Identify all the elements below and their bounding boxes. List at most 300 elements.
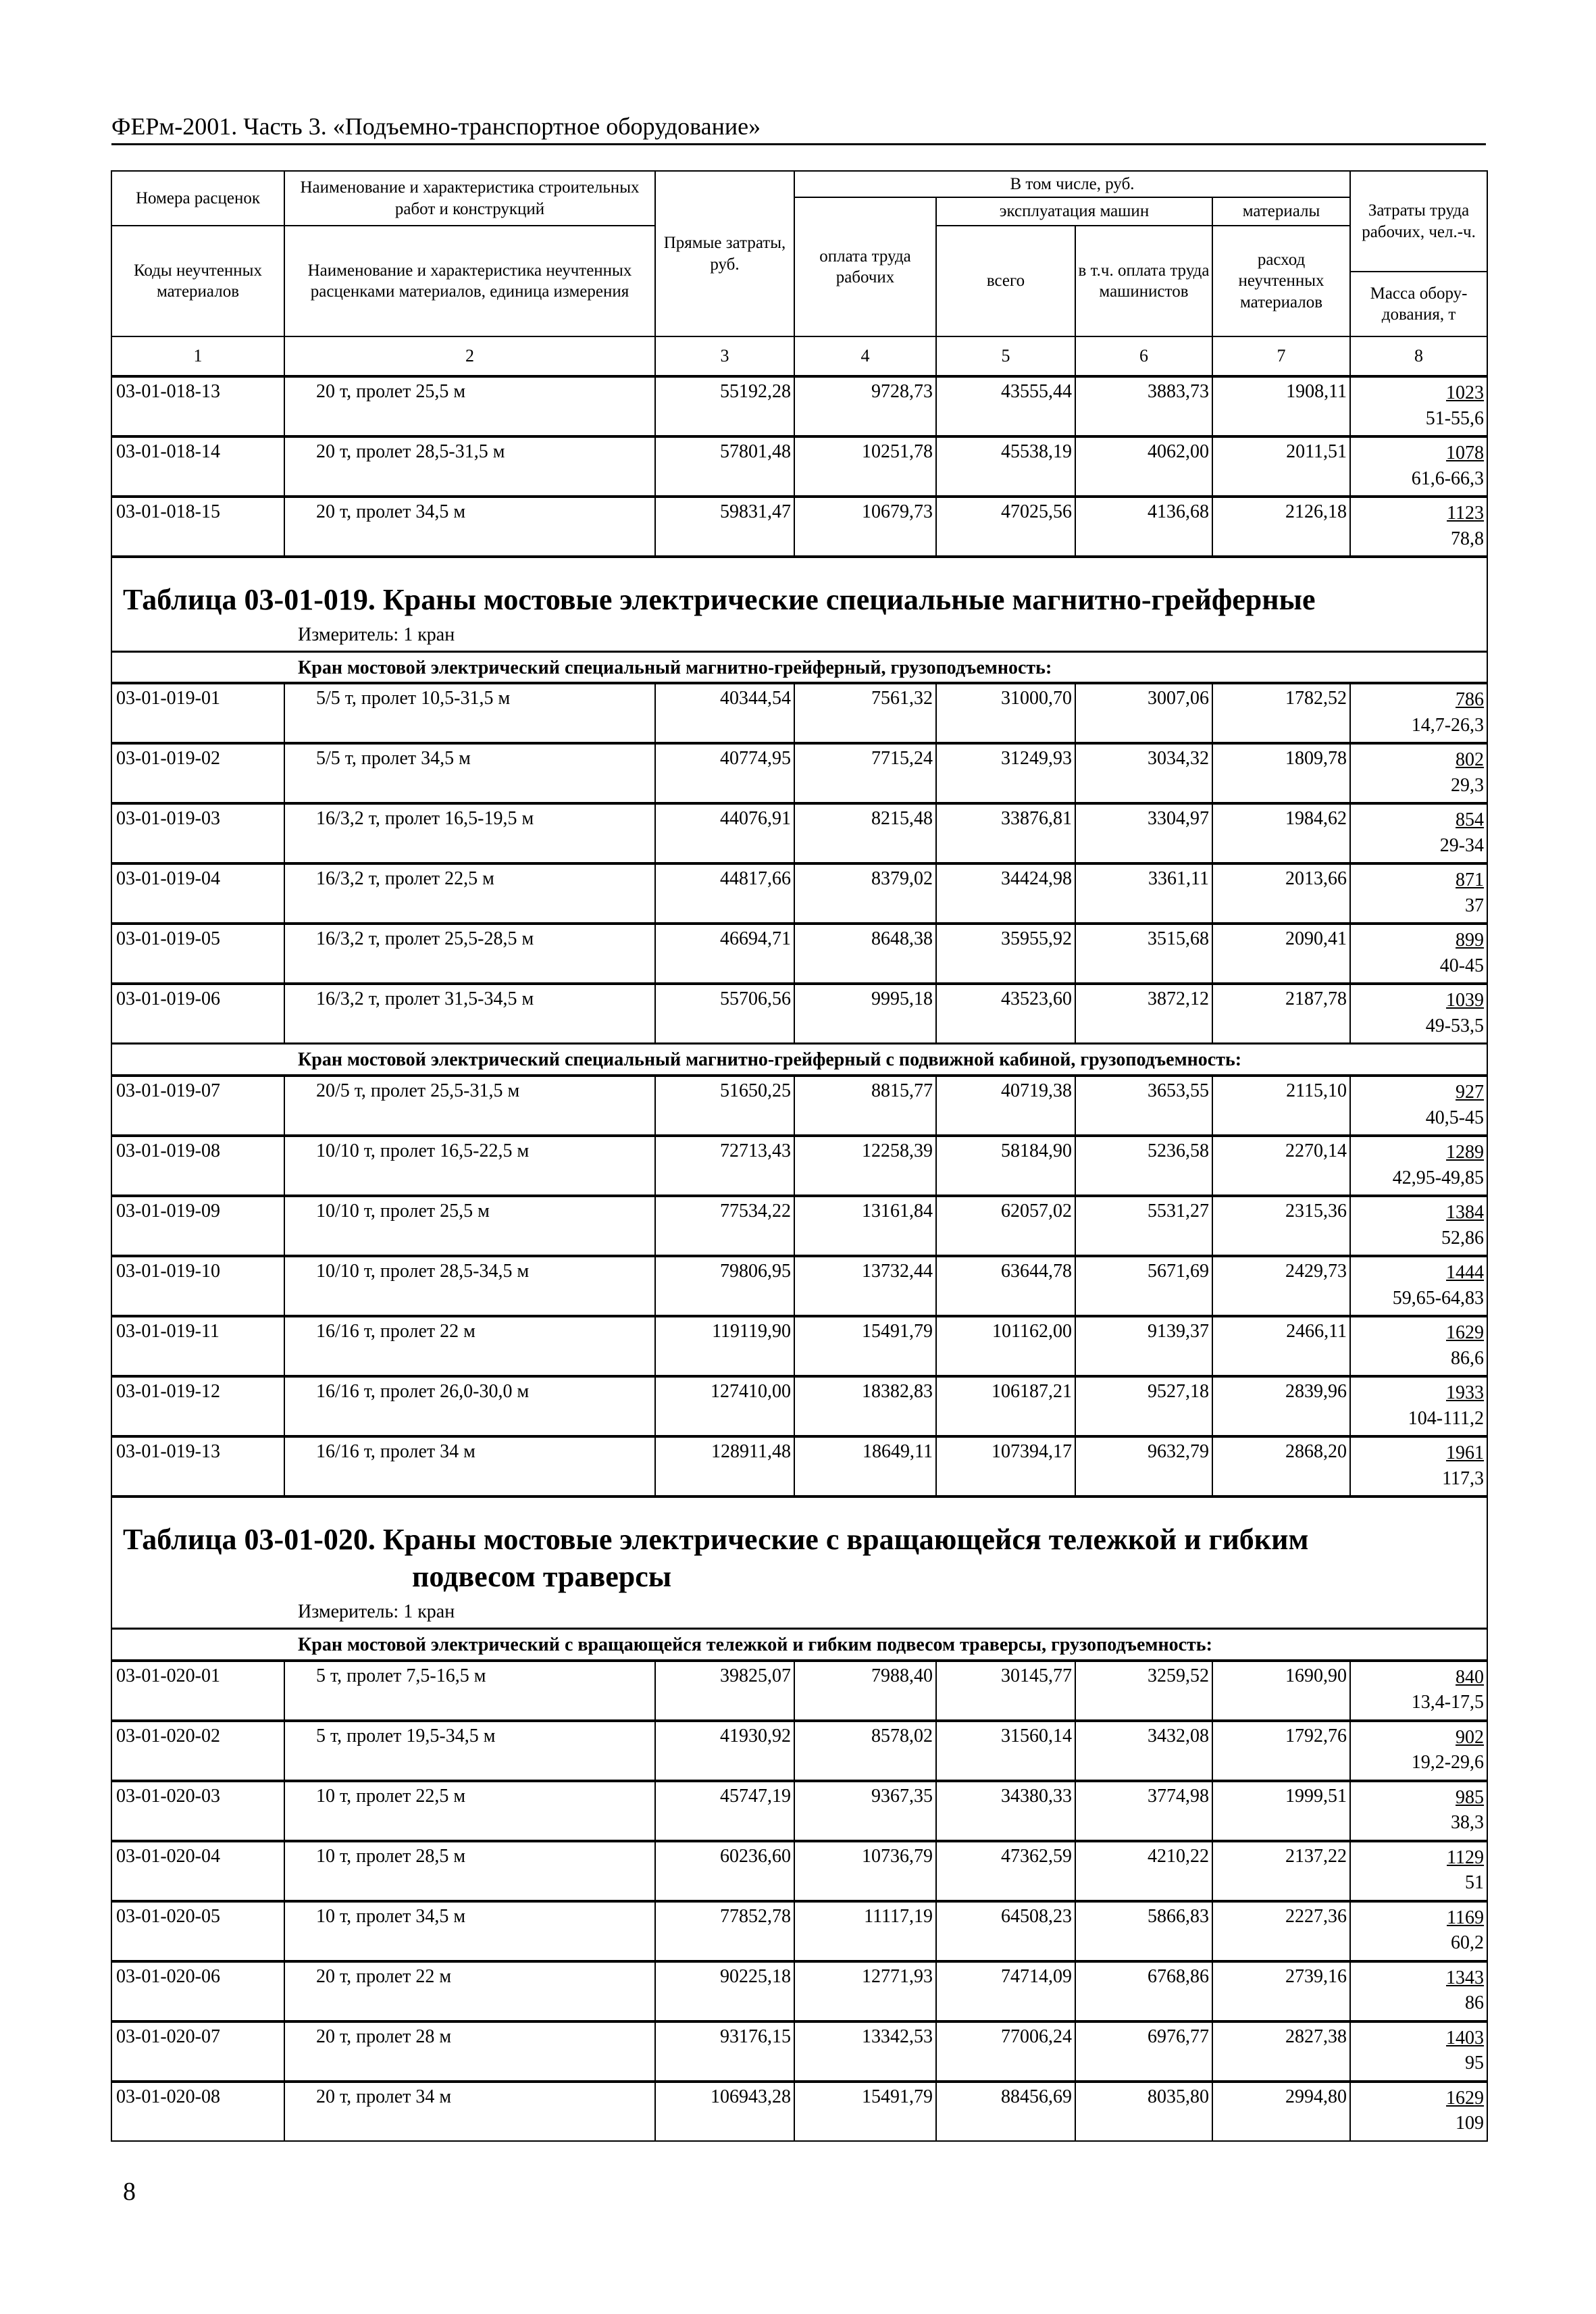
- materials-cost: 1792,76: [1212, 1721, 1350, 1781]
- direct-cost: 60236,60: [655, 1841, 794, 1901]
- table-row: [111, 1376, 1487, 1436]
- rate-code: 03-01-019-02: [111, 743, 284, 803]
- labor-hours: 1123: [1447, 503, 1485, 524]
- direct-cost: 40344,54: [655, 683, 794, 743]
- labor-hours: 786: [1456, 689, 1485, 711]
- labor-hours: 1129: [1447, 1846, 1485, 1868]
- materials-cost: 1809,78: [1212, 743, 1350, 803]
- labor-hours: 1961: [1446, 1442, 1485, 1464]
- table-row: [111, 1136, 1487, 1196]
- rate-code: 03-01-019-01: [111, 683, 284, 743]
- column-number: 2: [284, 336, 655, 376]
- machine-cost-total: 33876,81: [936, 803, 1075, 863]
- machine-cost-total: 64508,23: [936, 1901, 1075, 1961]
- table-row: [111, 1076, 1487, 1136]
- labor-hours: 1023: [1446, 382, 1485, 403]
- worker-wages: 13732,44: [794, 1256, 936, 1316]
- worker-wages: 8215,48: [794, 803, 936, 863]
- operator-wages: 6768,86: [1075, 1961, 1212, 2021]
- direct-cost: 72713,43: [655, 1136, 794, 1196]
- labor-hours: 927: [1456, 1082, 1485, 1103]
- table-row: [111, 1661, 1487, 1721]
- table-row: [111, 683, 1487, 743]
- table-row: [111, 924, 1487, 984]
- labor-hours: 1078: [1446, 443, 1485, 463]
- equipment-mass: 29-34: [1439, 835, 1485, 857]
- machine-cost-total: 31249,93: [936, 743, 1075, 803]
- rate-code: 03-01-019-13: [111, 1436, 284, 1496]
- worker-wages: 9995,18: [794, 984, 936, 1044]
- measure-unit: Измеритель: 1 кран: [298, 624, 455, 645]
- operator-wages: 8035,80: [1075, 2082, 1212, 2141]
- materials-cost: 1984,62: [1212, 803, 1350, 863]
- direct-cost: 93176,15: [655, 2021, 794, 2082]
- work-description: 10/10 т, пролет 25,5 м: [284, 1196, 655, 1256]
- materials-cost: 1908,11: [1212, 376, 1350, 436]
- col2-header-top: Наименование и характеристика строительных работ и конструкций: [284, 171, 655, 226]
- work-description: 5 т, пролет 7,5-16,5 м: [284, 1661, 655, 1721]
- equipment-mass: 51: [1465, 1872, 1485, 1894]
- operator-wages: 4210,22: [1075, 1841, 1212, 1901]
- rate-code: 03-01-019-03: [111, 803, 284, 863]
- header-rule: [111, 143, 1486, 145]
- labor-and-mass: [1350, 1841, 1487, 1901]
- labor-hours: 1343: [1446, 1967, 1485, 1988]
- column-number: 1: [111, 336, 284, 376]
- subheading-row: [111, 1628, 1487, 1660]
- materials-cost: 1999,51: [1212, 1781, 1350, 1841]
- subheading: Кран мостовой электрический специальный магнитно-грейферный, грузоподъемность:: [111, 651, 1487, 683]
- table-row: [111, 984, 1487, 1044]
- machine-cost-total: 47025,56: [936, 497, 1075, 557]
- col1-header-top: Номера расценок: [111, 171, 284, 226]
- equipment-mass: 40-45: [1439, 955, 1485, 977]
- table-row: [111, 436, 1487, 497]
- machine-cost-total: 45538,19: [936, 436, 1075, 497]
- table-title-text: Таблица 03-01-019. Краны мостовые электрические специальные магнитно-грейферные: [123, 583, 1316, 616]
- equipment-mass: 49-53,5: [1425, 1015, 1485, 1037]
- rate-code: 03-01-020-05: [111, 1901, 284, 1961]
- column-numbers-row: [111, 336, 1487, 376]
- rate-code: 03-01-020-06: [111, 1961, 284, 2021]
- equipment-mass: 95: [1465, 2053, 1485, 2074]
- worker-wages: 7988,40: [794, 1661, 936, 1721]
- work-description: 5/5 т, пролет 34,5 м: [284, 743, 655, 803]
- materials-cost: 2466,11: [1212, 1316, 1350, 1376]
- labor-and-mass: [1350, 1781, 1487, 1841]
- operator-wages: 5866,83: [1075, 1901, 1212, 1961]
- machine-cost-total: 107394,17: [936, 1436, 1075, 1496]
- worker-wages: 10679,73: [794, 497, 936, 557]
- table-title-continuation: подвесом траверсы: [412, 1560, 672, 1594]
- materials-cost: 2126,18: [1212, 497, 1350, 557]
- direct-cost: 59831,47: [655, 497, 794, 557]
- operator-wages: 5531,27: [1075, 1196, 1212, 1256]
- materials-cost: 2994,80: [1212, 2082, 1350, 2141]
- equipment-mass: 40,5-45: [1425, 1107, 1485, 1128]
- labor-hours: 1933: [1446, 1382, 1485, 1404]
- table-row: [111, 1781, 1487, 1841]
- table-row: [111, 743, 1487, 803]
- direct-cost: 51650,25: [655, 1076, 794, 1136]
- equipment-mass: 37: [1465, 895, 1485, 917]
- machine-cost-total: 34380,33: [936, 1781, 1075, 1841]
- work-description: 5/5 т, пролет 10,5-31,5 м: [284, 683, 655, 743]
- table-row: [111, 1436, 1487, 1496]
- labor-and-mass: [1350, 497, 1487, 557]
- labor-and-mass: [1350, 2021, 1487, 2082]
- worker-wages: 9367,35: [794, 1781, 936, 1841]
- labor-hours: 985: [1456, 1786, 1485, 1808]
- work-description: 10 т, пролет 22,5 м: [284, 1781, 655, 1841]
- worker-wages: 15491,79: [794, 2082, 936, 2141]
- direct-cost: 44817,66: [655, 863, 794, 924]
- equipment-mass: 109: [1456, 2113, 1485, 2134]
- work-description: 20 т, пролет 34,5 м: [284, 497, 655, 557]
- direct-cost: 77852,78: [655, 1901, 794, 1961]
- worker-wages: 18649,11: [794, 1436, 936, 1496]
- machine-cost-total: 101162,00: [936, 1316, 1075, 1376]
- table-row: [111, 1316, 1487, 1376]
- labor-hours: 1444: [1446, 1262, 1485, 1284]
- operator-wages: 3361,11: [1075, 863, 1212, 924]
- machine-cost-total: 47362,59: [936, 1841, 1075, 1901]
- worker-wages: 7561,32: [794, 683, 936, 743]
- table-row: [111, 2021, 1487, 2082]
- rate-code: 03-01-019-05: [111, 924, 284, 984]
- operator-wages: 3883,73: [1075, 376, 1212, 436]
- table-title-text: Таблица 03-01-020. Краны мостовые электрические с вращающейся тележкой и гибким: [123, 1523, 1309, 1557]
- labor-hours: 871: [1456, 870, 1485, 891]
- labor-and-mass: [1350, 1436, 1487, 1496]
- operator-wages: 3774,98: [1075, 1781, 1212, 1841]
- worker-wages: 12258,39: [794, 1136, 936, 1196]
- column-number: 7: [1212, 336, 1350, 376]
- rate-code: 03-01-019-09: [111, 1196, 284, 1256]
- labor-and-mass: [1350, 924, 1487, 984]
- labor-and-mass: [1350, 1196, 1487, 1256]
- work-description: 20 т, пролет 34 м: [284, 2082, 655, 2141]
- labor-hours: 802: [1456, 749, 1485, 771]
- machine-cost-total: 34424,98: [936, 863, 1075, 924]
- machine-cost-total: 30145,77: [936, 1661, 1075, 1721]
- equipment-mass: 51-55,6: [1425, 407, 1485, 429]
- operator-wages: 4062,00: [1075, 436, 1212, 497]
- materials-header: материалы: [1212, 197, 1350, 226]
- materials-cost: 2839,96: [1212, 1376, 1350, 1436]
- equipment-mass: 38,3: [1451, 1812, 1485, 1834]
- labor-hours: 899: [1456, 930, 1485, 951]
- worker-wages: 13342,53: [794, 2021, 936, 2082]
- operator-wages: 3304,97: [1075, 803, 1212, 863]
- operator-wages: 3432,08: [1075, 1721, 1212, 1781]
- materials-cost: 2090,41: [1212, 924, 1350, 984]
- direct-cost: 127410,00: [655, 1376, 794, 1436]
- work-description: 16/3,2 т, пролет 22,5 м: [284, 863, 655, 924]
- machines-header: эксплуатация машин: [936, 197, 1212, 226]
- equipment-mass: 61,6-66,3: [1411, 468, 1485, 489]
- rate-code: 03-01-019-06: [111, 984, 284, 1044]
- machine-cost-total: 62057,02: [936, 1196, 1075, 1256]
- machine-cost-total: 77006,24: [936, 2021, 1075, 2082]
- direct-cost: 46694,71: [655, 924, 794, 984]
- equipment-mass: 13,4-17,5: [1411, 1692, 1485, 1713]
- labor-hours: 1403: [1446, 2027, 1485, 2048]
- operator-wages: 3653,55: [1075, 1076, 1212, 1136]
- worker-wages: 13161,84: [794, 1196, 936, 1256]
- col6-header: в т.ч. оплата труда машинистов: [1075, 226, 1212, 336]
- direct-cost: 119119,90: [655, 1316, 794, 1376]
- operator-wages: 9139,37: [1075, 1316, 1212, 1376]
- machine-cost-total: 63644,78: [936, 1256, 1075, 1316]
- subheading-row: [111, 651, 1487, 683]
- equipment-mass: 19,2-29,6: [1411, 1752, 1485, 1774]
- operator-wages: 3259,52: [1075, 1661, 1212, 1721]
- table-title-row: [111, 1496, 1487, 1628]
- operator-wages: 3034,32: [1075, 743, 1212, 803]
- equipment-mass: 59,65-64,83: [1392, 1287, 1485, 1309]
- work-description: 20/5 т, пролет 25,5-31,5 м: [284, 1076, 655, 1136]
- rate-code: 03-01-019-04: [111, 863, 284, 924]
- labor-and-mass: [1350, 1076, 1487, 1136]
- materials-cost: 2137,22: [1212, 1841, 1350, 1901]
- work-description: 20 т, пролет 22 м: [284, 1961, 655, 2021]
- including-header: В том числе, руб.: [794, 171, 1350, 197]
- materials-cost: 2868,20: [1212, 1436, 1350, 1496]
- machine-cost-total: 35955,92: [936, 924, 1075, 984]
- rate-code: 03-01-019-07: [111, 1076, 284, 1136]
- work-description: 16/3,2 т, пролет 16,5-19,5 м: [284, 803, 655, 863]
- labor-and-mass: [1350, 436, 1487, 497]
- equipment-mass: 60,2: [1451, 1932, 1485, 1954]
- work-description: 16/3,2 т, пролет 31,5-34,5 м: [284, 984, 655, 1044]
- machine-cost-total: 106187,21: [936, 1376, 1075, 1436]
- labor-and-mass: [1350, 1256, 1487, 1316]
- rate-code: 03-01-018-14: [111, 436, 284, 497]
- rate-code: 03-01-018-15: [111, 497, 284, 557]
- worker-wages: 11117,19: [794, 1901, 936, 1961]
- labor-and-mass: [1350, 1901, 1487, 1961]
- rate-code: 03-01-019-12: [111, 1376, 284, 1436]
- materials-cost: 2011,51: [1212, 436, 1350, 497]
- direct-cost: 128911,48: [655, 1436, 794, 1496]
- worker-wages: 8815,77: [794, 1076, 936, 1136]
- labor-and-mass: [1350, 1316, 1487, 1376]
- operator-wages: 5671,69: [1075, 1256, 1212, 1316]
- col7-header: расход неучтенных материалов: [1212, 226, 1350, 336]
- materials-cost: 2270,14: [1212, 1136, 1350, 1196]
- labor-and-mass: [1350, 376, 1487, 436]
- work-description: 16/16 т, пролет 22 м: [284, 1316, 655, 1376]
- col8-header-bottom: Масса обору-дования, т: [1350, 272, 1487, 336]
- materials-cost: 2315,36: [1212, 1196, 1350, 1256]
- equipment-mass: 86,6: [1451, 1347, 1485, 1369]
- subheading: Кран мостовой электрический с вращающейся тележкой и гибким подвесом траверсы, грузоподъемность:: [111, 1628, 1487, 1660]
- equipment-mass: 42,95-49,85: [1392, 1167, 1485, 1188]
- rate-code: 03-01-019-08: [111, 1136, 284, 1196]
- direct-cost: 39825,07: [655, 1661, 794, 1721]
- work-description: 10 т, пролет 28,5 м: [284, 1841, 655, 1901]
- direct-cost: 77534,22: [655, 1196, 794, 1256]
- direct-cost: 55706,56: [655, 984, 794, 1044]
- machine-cost-total: 43523,60: [936, 984, 1075, 1044]
- col5-header: всего: [936, 226, 1075, 336]
- labor-hours: 1629: [1446, 2087, 1485, 2109]
- equipment-mass: 104-111,2: [1408, 1407, 1485, 1429]
- machine-cost-total: 31000,70: [936, 683, 1075, 743]
- col1-header-bottom: Коды неучтенных материалов: [111, 226, 284, 336]
- labor-hours: 1039: [1446, 990, 1485, 1011]
- machine-cost-total: 40719,38: [936, 1076, 1075, 1136]
- machine-cost-total: 74714,09: [936, 1961, 1075, 2021]
- materials-cost: 1782,52: [1212, 683, 1350, 743]
- rate-code: 03-01-020-01: [111, 1661, 284, 1721]
- col8-header-top: Затраты труда рабочих, чел.-ч.: [1350, 171, 1487, 272]
- column-number: 6: [1075, 336, 1212, 376]
- table-row: [111, 1901, 1487, 1961]
- column-number: 4: [794, 336, 936, 376]
- labor-and-mass: [1350, 984, 1487, 1044]
- labor-hours: 902: [1456, 1726, 1485, 1748]
- worker-wages: 12771,93: [794, 1961, 936, 2021]
- materials-cost: 2227,36: [1212, 1901, 1350, 1961]
- operator-wages: 3515,68: [1075, 924, 1212, 984]
- rate-code: 03-01-020-03: [111, 1781, 284, 1841]
- equipment-mass: 14,7-26,3: [1411, 715, 1485, 736]
- labor-hours: 1629: [1446, 1322, 1485, 1344]
- rate-code: 03-01-020-07: [111, 2021, 284, 2082]
- operator-wages: 6976,77: [1075, 2021, 1212, 2082]
- machine-cost-total: 31560,14: [936, 1721, 1075, 1781]
- rate-code: 03-01-019-11: [111, 1316, 284, 1376]
- materials-cost: 1690,90: [1212, 1661, 1350, 1721]
- direct-cost: 45747,19: [655, 1781, 794, 1841]
- worker-wages: 10251,78: [794, 436, 936, 497]
- labor-hours: 1289: [1446, 1142, 1485, 1163]
- table-title: [112, 558, 1487, 618]
- direct-cost: 57801,48: [655, 436, 794, 497]
- materials-cost: 2827,38: [1212, 2021, 1350, 2082]
- work-description: 20 т, пролет 28,5-31,5 м: [284, 436, 655, 497]
- page-number: 8: [123, 2178, 136, 2206]
- machine-cost-total: 58184,90: [936, 1136, 1075, 1196]
- direct-cost: 41930,92: [655, 1721, 794, 1781]
- operator-wages: 9632,79: [1075, 1436, 1212, 1496]
- table-row: [111, 497, 1487, 557]
- work-description: 5 т, пролет 19,5-34,5 м: [284, 1721, 655, 1781]
- operator-wages: 3872,12: [1075, 984, 1212, 1044]
- col2-header-bottom: Наименование и характеристика неучтенных расценками материалов, единица измерения: [284, 226, 655, 336]
- work-description: 20 т, пролет 28 м: [284, 2021, 655, 2082]
- machine-cost-total: 43555,44: [936, 376, 1075, 436]
- labor-and-mass: [1350, 2082, 1487, 2141]
- work-description: 16/3,2 т, пролет 25,5-28,5 м: [284, 924, 655, 984]
- operator-wages: 3007,06: [1075, 683, 1212, 743]
- operator-wages: 4136,68: [1075, 497, 1212, 557]
- subheading-row: [111, 1044, 1487, 1076]
- worker-wages: 8578,02: [794, 1721, 936, 1781]
- column-number: 5: [936, 336, 1075, 376]
- labor-hours: 840: [1456, 1666, 1485, 1688]
- equipment-mass: 117,3: [1442, 1467, 1485, 1489]
- table-row: [111, 1841, 1487, 1901]
- equipment-mass: 86: [1465, 1992, 1485, 2014]
- labor-and-mass: [1350, 863, 1487, 924]
- labor-and-mass: [1350, 1721, 1487, 1781]
- subheading: Кран мостовой электрический специальный магнитно-грейферный с подвижной кабиной, грузоподъемность:: [111, 1044, 1487, 1076]
- work-description: 10 т, пролет 34,5 м: [284, 1901, 655, 1961]
- labor-and-mass: [1350, 1136, 1487, 1196]
- measure-unit: Измеритель: 1 кран: [298, 1601, 455, 1623]
- labor-and-mass: [1350, 683, 1487, 743]
- direct-cost: 90225,18: [655, 1961, 794, 2021]
- labor-and-mass: [1350, 1376, 1487, 1436]
- direct-cost: 40774,95: [655, 743, 794, 803]
- direct-cost: 79806,95: [655, 1256, 794, 1316]
- work-description: 10/10 т, пролет 28,5-34,5 м: [284, 1256, 655, 1316]
- rate-code: 03-01-020-08: [111, 2082, 284, 2141]
- worker-wages: 7715,24: [794, 743, 936, 803]
- table-row: [111, 1961, 1487, 2021]
- col3-header: Прямые затраты, руб.: [655, 171, 794, 336]
- table-row: [111, 863, 1487, 924]
- running-head: ФЕРм-2001. Часть 3. «Подъемно-транспортное оборудование»: [111, 113, 761, 140]
- equipment-mass: 29,3: [1451, 775, 1485, 797]
- worker-wages: 18382,83: [794, 1376, 936, 1436]
- labor-hours: 1169: [1447, 1907, 1485, 1928]
- materials-cost: 2013,66: [1212, 863, 1350, 924]
- rate-code: 03-01-018-13: [111, 376, 284, 436]
- direct-cost: 106943,28: [655, 2082, 794, 2141]
- materials-cost: 2429,73: [1212, 1256, 1350, 1316]
- worker-wages: 10736,79: [794, 1841, 936, 1901]
- worker-wages: 15491,79: [794, 1316, 936, 1376]
- labor-and-mass: [1350, 1961, 1487, 2021]
- labor-and-mass: [1350, 803, 1487, 863]
- worker-wages: 8379,02: [794, 863, 936, 924]
- table-row: [111, 1721, 1487, 1781]
- direct-cost: 55192,28: [655, 376, 794, 436]
- labor-hours: 854: [1456, 809, 1485, 831]
- rates-table: [111, 170, 1488, 2142]
- work-description: 16/16 т, пролет 34 м: [284, 1436, 655, 1496]
- operator-wages: 9527,18: [1075, 1376, 1212, 1436]
- work-description: 10/10 т, пролет 16,5-22,5 м: [284, 1136, 655, 1196]
- worker-wages: 9728,73: [794, 376, 936, 436]
- rate-code: 03-01-019-10: [111, 1256, 284, 1316]
- table-row: [111, 803, 1487, 863]
- labor-and-mass: [1350, 743, 1487, 803]
- table-title-row: [111, 557, 1487, 651]
- equipment-mass: 78,8: [1451, 528, 1485, 549]
- table-title: [112, 1498, 1487, 1595]
- table-row: [111, 376, 1487, 436]
- worker-wages: 8648,38: [794, 924, 936, 984]
- work-description: 16/16 т, пролет 26,0-30,0 м: [284, 1376, 655, 1436]
- col4-header: оплата труда рабочих: [794, 197, 936, 336]
- rate-code: 03-01-020-02: [111, 1721, 284, 1781]
- direct-cost: 44076,91: [655, 803, 794, 863]
- operator-wages: 5236,58: [1075, 1136, 1212, 1196]
- materials-cost: 2187,78: [1212, 984, 1350, 1044]
- labor-hours: 1384: [1446, 1202, 1485, 1224]
- rate-code: 03-01-020-04: [111, 1841, 284, 1901]
- equipment-mass: 52,86: [1441, 1227, 1485, 1249]
- materials-cost: 2739,16: [1212, 1961, 1350, 2021]
- labor-and-mass: [1350, 1661, 1487, 1721]
- column-number: 8: [1350, 336, 1487, 376]
- work-description: 20 т, пролет 25,5 м: [284, 376, 655, 436]
